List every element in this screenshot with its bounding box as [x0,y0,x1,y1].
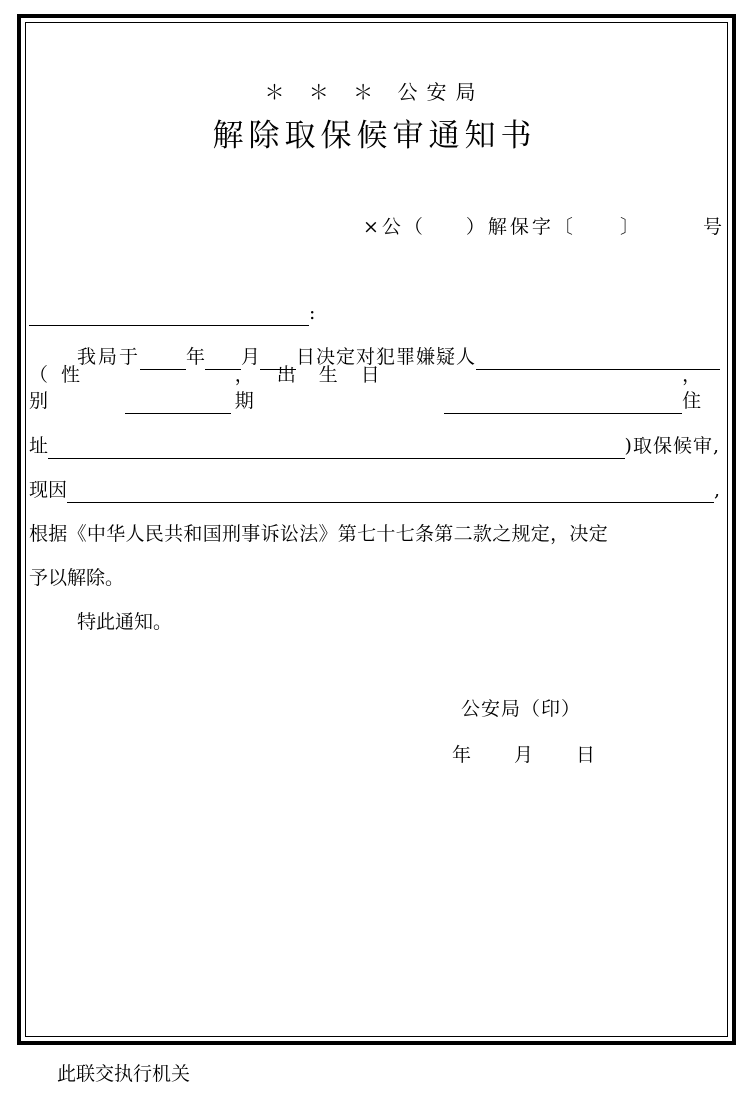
date-month: 月 [514,744,534,766]
notice-text: 特此通知。 [77,611,173,633]
body-line-7 [29,607,720,635]
legal-basis-text: 根据《中华人民共和国刑事诉讼法》第七十七条第二款之规定，决定 [29,523,609,545]
birthdate-blank[interactable] [444,394,682,414]
date-year: 年 [452,744,472,766]
addressee-blank[interactable] [29,306,309,326]
body-line-6 [29,563,720,591]
footer-note: 此联交执行机关 [57,1063,191,1085]
body-line3-text-1: 址 [29,435,49,457]
doc-number-end: 〕 [619,216,642,238]
body-line-3 [29,431,720,459]
signature-date [452,740,595,767]
body-line1-text-3: 月 [241,346,261,368]
gender-blank[interactable] [125,394,231,414]
body-line-4 [29,475,720,503]
date-day: 日 [576,744,596,766]
body-line4-text-1: 现因 [29,479,68,501]
body-line1-text-1: 我局于 [77,346,141,368]
doc-number-mid: ）解保字〔 [465,216,576,238]
revocation-text: 予以解除。 [29,567,125,589]
body-line4-text-2: , [713,479,720,501]
body-line2-text-2: ，出生日期 [234,364,403,412]
body-line-5 [29,519,720,547]
document-title: 解除取保候审通知书 [212,118,537,154]
issuing-authority: ＊ ＊ ＊ 公安局 [264,80,485,104]
body-line1-text-2: 年 [186,346,206,368]
doc-number-prefix: ×公（ [363,216,426,238]
body-line2-text-1: （性别 [29,364,94,412]
document-number [363,212,642,239]
year-blank[interactable] [140,350,186,370]
body-line1-text-4: 日决定对犯罪嫌疑人 [296,346,477,368]
body-line-2 [29,364,720,414]
doc-number-suffix: 号 [703,216,723,238]
addressee-line [29,298,720,326]
reason-blank[interactable] [67,483,714,503]
addressee-colon: : [309,302,316,324]
seal-line: 公安局（印） [461,698,582,720]
address-blank[interactable] [48,439,625,459]
body-line3-text-2: )取保候审, [624,435,720,457]
body-line2-text-3: ，住 [682,364,702,412]
